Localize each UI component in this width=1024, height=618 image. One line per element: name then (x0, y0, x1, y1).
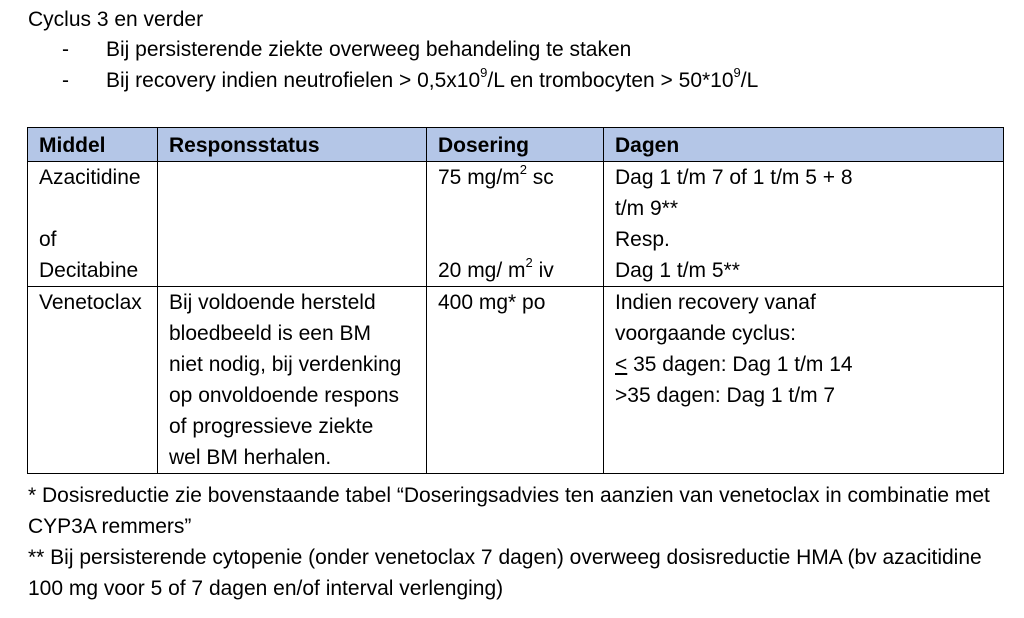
section-heading: Cyclus 3 en verder (28, 8, 204, 31)
cell-dosering: 400 mg* po (427, 287, 604, 474)
bullet-text: Bij recovery indien neutrofielen > $0,5x10^9/L$ en trombocyten > $50*10^9/L$ (106, 65, 759, 92)
cell-dosering: 75 $mg/m^2$ sc 20 mg/ $m^2$ iv (427, 162, 604, 287)
treatment-table (27, 127, 1004, 474)
table-row (28, 287, 1004, 474)
table-header-row (28, 128, 1004, 162)
footnotes (28, 480, 1008, 604)
cell-dagen: Dag 1 t/m 7 of 1 t/m 5 + 8 t/m 9** Resp. Dag 1 t/m 5** (604, 162, 1004, 287)
header-dagen: Dagen (604, 128, 1004, 162)
cell-middel: Venetoclax (28, 287, 158, 474)
bullet-list (62, 34, 758, 96)
bullet-text: Bij persisterende ziekte overweeg behandeling te staken (106, 38, 632, 61)
cell-middel: Azacitidine of Decitabine (28, 162, 158, 287)
table-row (28, 162, 1004, 287)
header-responsstatus: Responsstatus (158, 128, 427, 162)
cell-dagen: Indien recovery vanaf voorgaande cyclus: < 35 dagen: Dag 1 t/m 14 >35 dagen: Dag 1 t/m 7 (604, 287, 1004, 474)
cell-responsstatus (158, 162, 427, 287)
header-middel: Middel (28, 128, 158, 162)
bullet-item (62, 65, 758, 96)
bullet-dash: - (62, 38, 69, 61)
footnote: ** Bij persisterende cytopenie (onder venetoclax 7 dagen) overweeg dosisreductie HMA (bv azacitidine 100 mg voor 5 of 7 dagen en/of interval verlenging) (28, 546, 982, 600)
bullet-dash: - (62, 69, 69, 92)
bullet-item (62, 34, 758, 65)
header-dosering: Dosering (427, 128, 604, 162)
cell-responsstatus: Bij voldoende hersteld bloedbeeld is een BM niet nodig, bij verdenking op onvoldoende respons of progressieve ziekte wel BM herhalen. (158, 287, 427, 474)
footnote: * Dosisreductie zie bovenstaande tabel “Doseringsadvies ten aanzien van venetoclax in combinatie met CYP3A remmers” (28, 484, 990, 538)
